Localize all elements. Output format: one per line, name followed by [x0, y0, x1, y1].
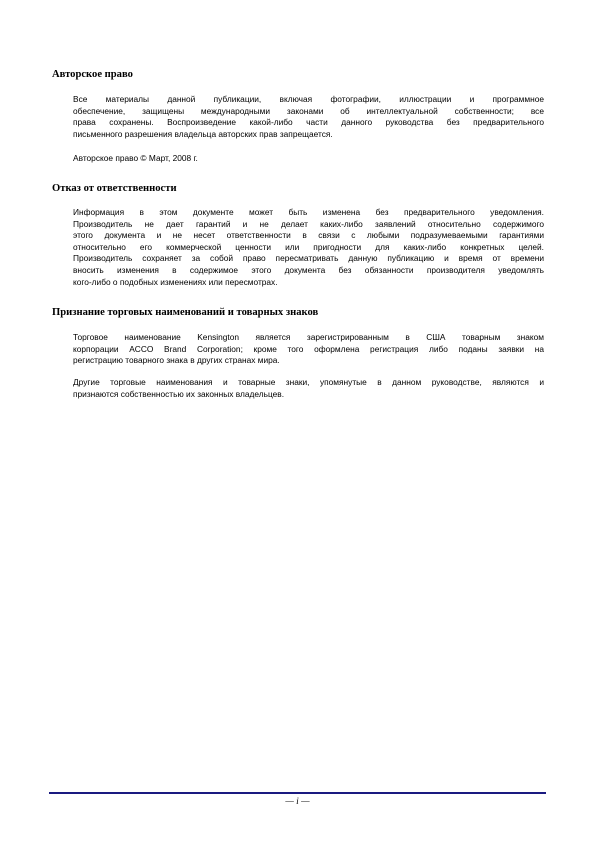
text-line: Другие торговые наименования и товарные знаки, упомянутые в данном руководстве, являются и [73, 377, 544, 387]
text-line: корпорации ACCO Brand Corporation; кроме того оформлена регистрация либо поданы заявки на [73, 343, 544, 354]
text-line: письменного разрешения владельца авторских прав запрещается. [73, 128, 333, 139]
text-line: права сохранены. Воспроизведение какой-либо части данного руководства без предварительного [73, 117, 544, 128]
text-line: Авторское право © Март, 2008 г. [73, 153, 198, 163]
copyright-paragraph [73, 94, 544, 140]
copyright-date-paragraph [73, 153, 544, 165]
disclaimer-paragraph [73, 207, 544, 288]
trademarks-heading: Признание торговых наименований и товарных знаков [52, 307, 319, 318]
text-line: вносить изменения в содержимое этого документа без обязанности производителя уведомлять [73, 264, 544, 275]
text-line: кого-либо о подобных изменениях или пересмотрах. [73, 276, 278, 287]
page-number: — i — [285, 797, 310, 807]
text-line: признаются собственностью их законных владельцев. [73, 388, 285, 399]
text-line: относительно его коммерческой ценности или пригодности для каких-либо конкретных целей. [73, 241, 544, 252]
text-line: Информация в этом документе может быть изменена без предварительного уведомления. [73, 207, 544, 217]
text-line: этого документа и не несет ответственности в связи с любыми подразумеваемыми гарантиями [73, 230, 544, 241]
text-line: Производитель сохраняет за собой право пересматривать данную публикацию и время от времени [73, 253, 544, 264]
trademarks-paragraph [73, 332, 544, 367]
text-line: Производитель не дает гарантий и не делает каких-либо заявлений относительно содержимого [73, 218, 544, 229]
other-trademarks-paragraph [73, 377, 544, 400]
copyright-heading: Авторское право [52, 69, 133, 80]
footer-rule [49, 792, 546, 794]
disclaimer-heading: Отказ от ответственности [52, 183, 177, 194]
text-line: обеспечение, защищены международными законами об интеллектуальной собственности; все [73, 105, 544, 116]
text-line: Торговое наименование Kensington является зарегистрированным в США товарным знаком [73, 332, 544, 342]
text-line: Все материалы данной публикации, включая фотографии, иллюстрации и программное [73, 94, 544, 104]
text-line: регистрацию товарного знака в других странах мира. [73, 355, 280, 366]
